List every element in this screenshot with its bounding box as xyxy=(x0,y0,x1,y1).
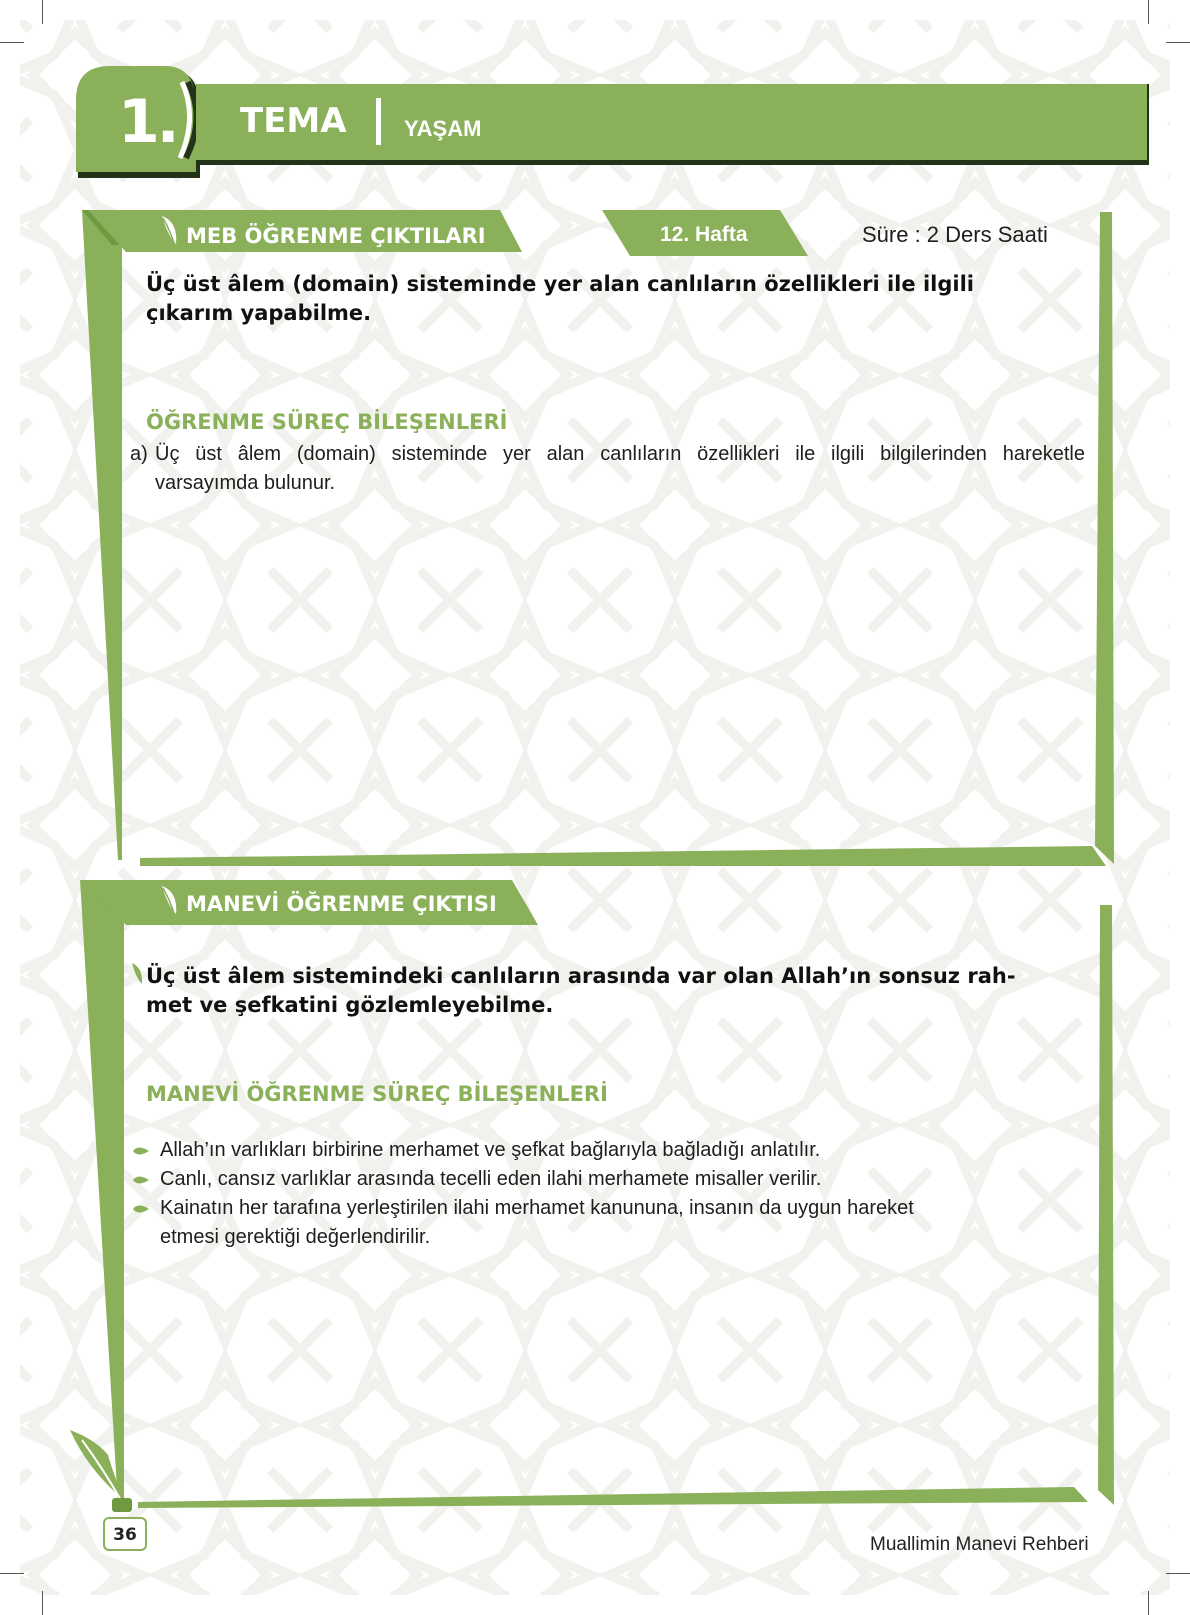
bullet-icon xyxy=(132,1173,150,1187)
book-title: Muallimin Manevi Rehberi xyxy=(870,1534,1089,1555)
crop-mark xyxy=(0,42,24,43)
crop-mark xyxy=(0,1573,24,1574)
process-item-line: Üç üst âlem (domain) sisteminde yer alan canlıların özellikleri ile ilgili bilgilerinden hareketle xyxy=(155,443,1085,465)
crop-mark xyxy=(1148,0,1149,24)
crop-mark xyxy=(42,0,43,24)
meb-badge-label: MEB ÖĞRENME ÇIKTILARI xyxy=(186,224,486,248)
crop-mark xyxy=(1166,42,1190,43)
page-number: 36 xyxy=(113,1525,137,1545)
manevi-outcome-line: met ve şefkatini gözlemleyebilme. xyxy=(146,993,554,1017)
theme-number: 1. xyxy=(118,87,177,157)
bullet-text: Canlı, cansız varlıklar arasında tecelli eden ilahi merhamete misaller verilir. xyxy=(160,1168,822,1190)
bullet-text: Kainatın her tarafına yerleştirilen ilahi merhamet kanununa, insanın da uygun hareket etmesi gerektiği değerlendirilir. xyxy=(160,1197,914,1248)
week-label: 12. Hafta xyxy=(660,223,748,246)
manevi-outcome-line: Üç üst âlem sistemindeki canlıların arasında var olan Allah’ın sonsuz rah- xyxy=(146,964,1016,988)
process-item-marker: a) xyxy=(130,443,148,465)
theme-label: TEMA xyxy=(240,101,347,141)
bullet-icon xyxy=(132,1202,150,1216)
quill-icon xyxy=(130,962,144,986)
manevi-badge-label: MANEVİ ÖĞRENME ÇIKTISI xyxy=(186,892,497,916)
meb-outcome: Üç üst âlem (domain) sisteminde yer alan canlıların özellikleri ile ilgili çıkarım yapabilme. xyxy=(146,272,974,325)
crop-mark xyxy=(42,1591,43,1615)
header-divider xyxy=(376,98,381,145)
crop-mark xyxy=(1166,1573,1190,1574)
crop-mark xyxy=(1148,1591,1149,1615)
page-number-box xyxy=(103,1517,147,1551)
quill-icon xyxy=(158,884,180,918)
manevi-process-heading: MANEVİ ÖĞRENME SÜREÇ BİLEŞENLERİ xyxy=(146,1082,608,1106)
theme-name: YAŞAM xyxy=(404,116,482,141)
process-heading: ÖĞRENME SÜREÇ BİLEŞENLERİ xyxy=(146,410,508,434)
duration-label: Süre : 2 Ders Saati xyxy=(862,222,1048,247)
bullet-text: Allah’ın varlıkları birbirine merhamet ve şefkat bağlarıyla bağladığı anlatılır. xyxy=(160,1139,821,1161)
bullet-icon xyxy=(132,1144,150,1158)
process-item-line: varsayımda bulunur. xyxy=(155,472,336,494)
quill-icon xyxy=(158,214,180,248)
